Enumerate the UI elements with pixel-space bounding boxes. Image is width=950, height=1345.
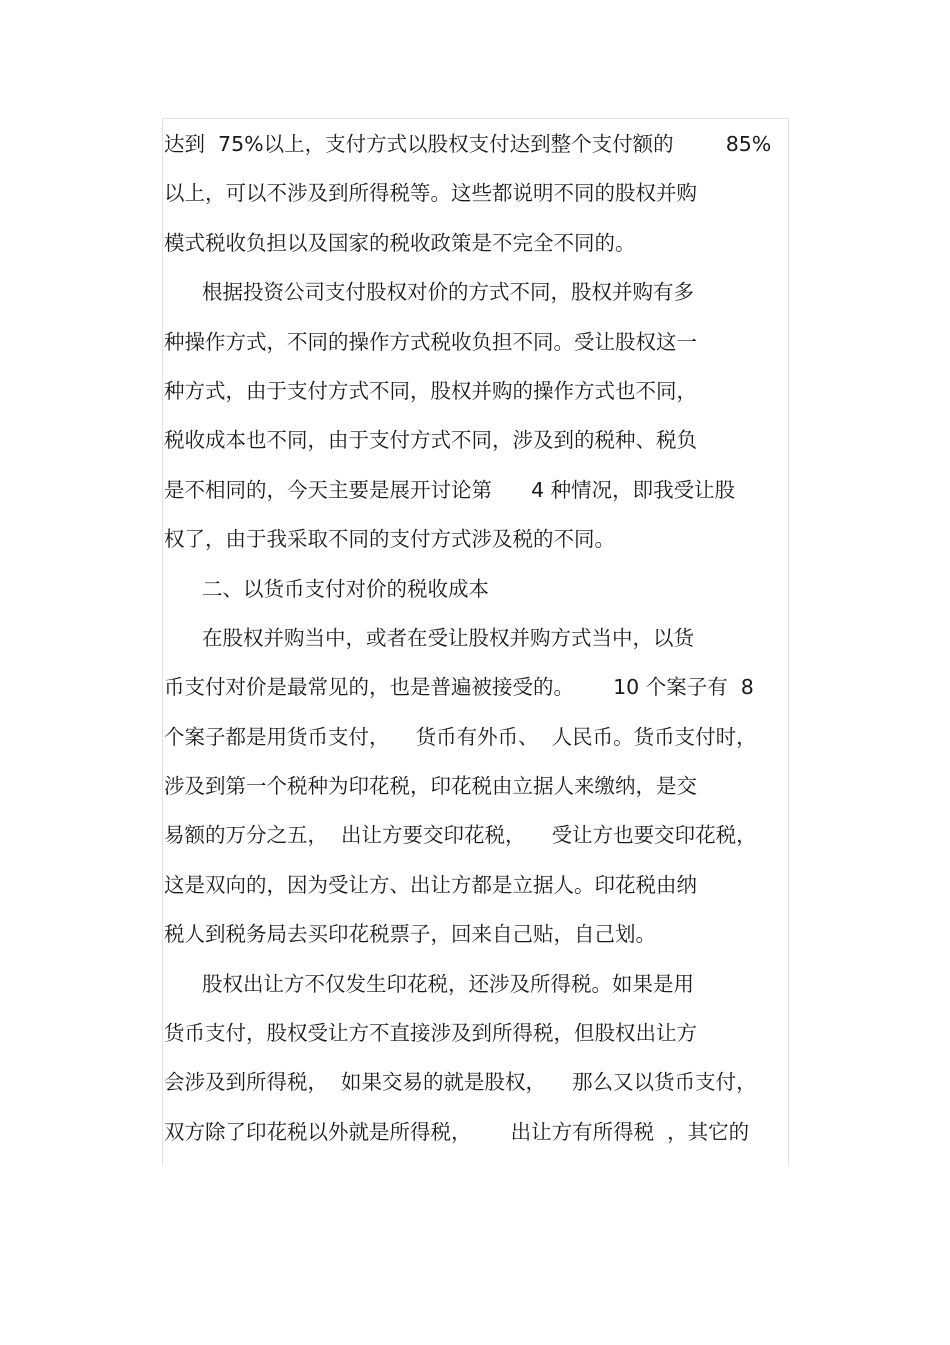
text-line: 币支付对价是最常见的，也是普遍被接受的。 10 个案子有 8 <box>164 675 754 700</box>
text-line: 模式税收负担以及国家的税收政策是不完全不同的。 <box>164 230 636 255</box>
text-line: 会涉及到所得税， 如果交易的就是股权， 那么又以货币支付， <box>164 1070 757 1095</box>
text-line: 税人到税务局去买印花税票子，回来自己贴，自己划。 <box>164 922 656 947</box>
text-line: 个案子都是用货币支付， 货币有外币、 人民币。货币支付时， <box>164 724 757 749</box>
text-line: 双方除了印花税以外就是所得税， 出让方有所得税 ，其它的 <box>164 1119 750 1144</box>
text-line: 以上，可以不涉及到所得税等。这些都说明不同的股权并购 <box>164 181 697 206</box>
paragraph-start-line: 股权出让方不仅发生印花税，还涉及所得税。如果是用 <box>202 971 694 996</box>
text-line: 种方式，由于支付方式不同，股权并购的操作方式也不同， <box>164 378 697 403</box>
text-line: 涉及到第一个税种为印花税，印花税由立据人来缴纳，是交 <box>164 774 697 799</box>
text-line: 税收成本也不同，由于支付方式不同，涉及到的税种、税负 <box>164 428 697 453</box>
paragraph-start-line: 根据投资公司支付股权对价的方式不同，股权并购有多 <box>202 280 694 305</box>
document-body <box>164 120 786 1157</box>
text-line: 达到 75%以上，支付方式以股权支付达到整个支付额的 85% <box>164 132 772 156</box>
text-line: 易额的万分之五， 出让方要交印花税， 受让方也要交印花税， <box>164 823 757 848</box>
text-line: 种操作方式，不同的操作方式税收负担不同。受让股权这一 <box>164 329 697 354</box>
paragraph-start-line: 在股权并购当中，或者在受让股权并购方式当中，以货 <box>202 625 694 650</box>
text-line: 货币支付，股权受让方不直接涉及到所得税，但股权出让方 <box>164 1021 697 1046</box>
section-heading: 二、以货币支付对价的税收成本 <box>202 576 489 601</box>
text-line: 权了，由于我采取不同的支付方式涉及税的不同。 <box>164 527 615 552</box>
text-line: 是不相同的，今天主要是展开讨论第 4 种情况，即我受让股 <box>164 477 736 502</box>
text-line: 这是双向的，因为受让方、出让方都是立据人。印花税由纳 <box>164 872 697 897</box>
